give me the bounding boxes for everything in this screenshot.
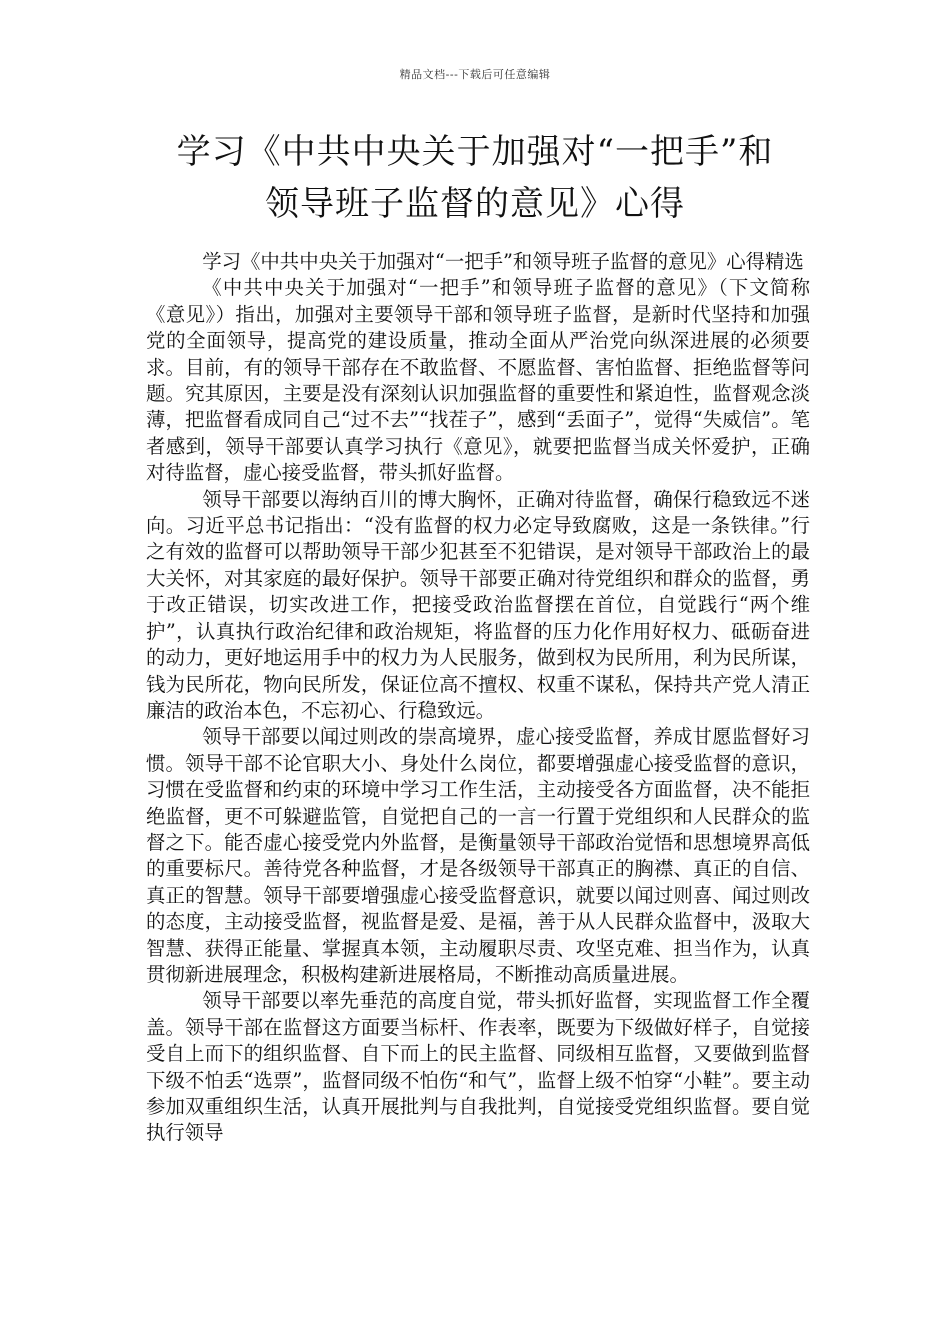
paragraph-4: 领导干部要以率先垂范的高度自觉，带头抓好监督，实现监督工作全覆盖。领导干部在监督这方面要当标杆、作表率，既要为下级做好样子，自觉接受自上而下的组织监督、自下而上的民主监督、同级相互监督，又要做到监督下级不怕丢“选票”，监督同级不怕伤“和气”，监督上级不怕穿“小鞋”。要主动参加双重组织生活，认真开展批判与自我批判，自觉接受党组织监督。要自觉执行领导 <box>146 989 810 1145</box>
paragraph-2: 领导干部要以海纳百川的博大胸怀，正确对待监督，确保行稳致远不迷向。习近平总书记指出：“没有监督的权力必定导致腐败，这是一条铁律。”行之有效的监督可以帮助领导干部少犯甚至不犯错误，是对领导干部政治上的最大关怀，对其家庭的最好保护。领导干部要正确对待党组织和群众的监督，勇于改正错误，切实改进工作，把接受政治监督摆在首位，自觉践行“两个维护”，认真执行政治纪律和政治规矩，将监督的压力化作用好权力、砥砺奋进的动力，更好地运用手中的权力为人民服务，做到权为民所用，利为民所谋，钱为民所花，物向民所发，保证位高不擅权、权重不谋私，保持共产党人清正廉洁的政治本色，不忘初心、行稳致远。 <box>146 487 810 722</box>
title-line-2: 领导班子监督的意见》心得 <box>265 184 685 224</box>
title-line-1: 学习《中共中央关于加强对“一把手”和 <box>176 132 774 172</box>
document-body <box>146 249 810 1147</box>
document-title <box>120 126 830 230</box>
paragraph-3: 领导干部要以闻过则改的崇高境界，虚心接受监督，养成甘愿监督好习惯。领导干部不论官职大小、身处什么岗位，都要增强虚心接受监督的意识，习惯在受监督和约束的环境中学习工作生活，主动接受各方面监督，决不能拒绝监督，更不可躲避监管，自觉把自己的一言一行置于党组织和人民群众的监督之下。能否虚心接受党内外监督，是衡量领导干部政治觉悟和思想境界高低的重要标尺。善待党各种监督，才是各级领导干部真正的胸襟、真正的自信、真正的智慧。领导干部要增强虚心接受监督意识，就要以闻过则喜、闻过则改的态度，主动接受监督，视监督是爱、是福，善于从人民群众监督中，汲取大智慧、获得正能量、掌握真本领，主动履职尽责、攻坚克难、担当作为，认真贯彻新进展理念，积极构建新进展格局，不断推动高质量进展。 <box>146 725 810 986</box>
paragraph-intro: 学习《中共中央关于加强对“一把手”和领导班子监督的意见》心得精选 <box>202 250 804 273</box>
paragraph-1: 《中共中央关于加强对“一把手”和领导班子监督的意见》（下文简称《意见》）指出，加强对主要领导干部和领导班子监督，是新时代坚持和加强党的全面领导，提高党的建设质量，推动全面从严治党向纵深进展的必须要求。目前，有的领导干部存在不敢监督、不愿监督、害怕监督、拒绝监督等问题。究其原因，主要是没有深刻认识加强监督的重要性和紧迫性，监督观念淡薄，把监督看成同自己“过不去”“找茬子”，感到“丢面子”，觉得“失威信”。笔者感到，领导干部要认真学习执行《意见》，就要把监督当成关怀爱护，正确对待监督，虚心接受监督，带头抓好监督。 <box>146 276 810 485</box>
header-note: 精品文档---下载后可任意编辑 <box>399 68 551 81</box>
